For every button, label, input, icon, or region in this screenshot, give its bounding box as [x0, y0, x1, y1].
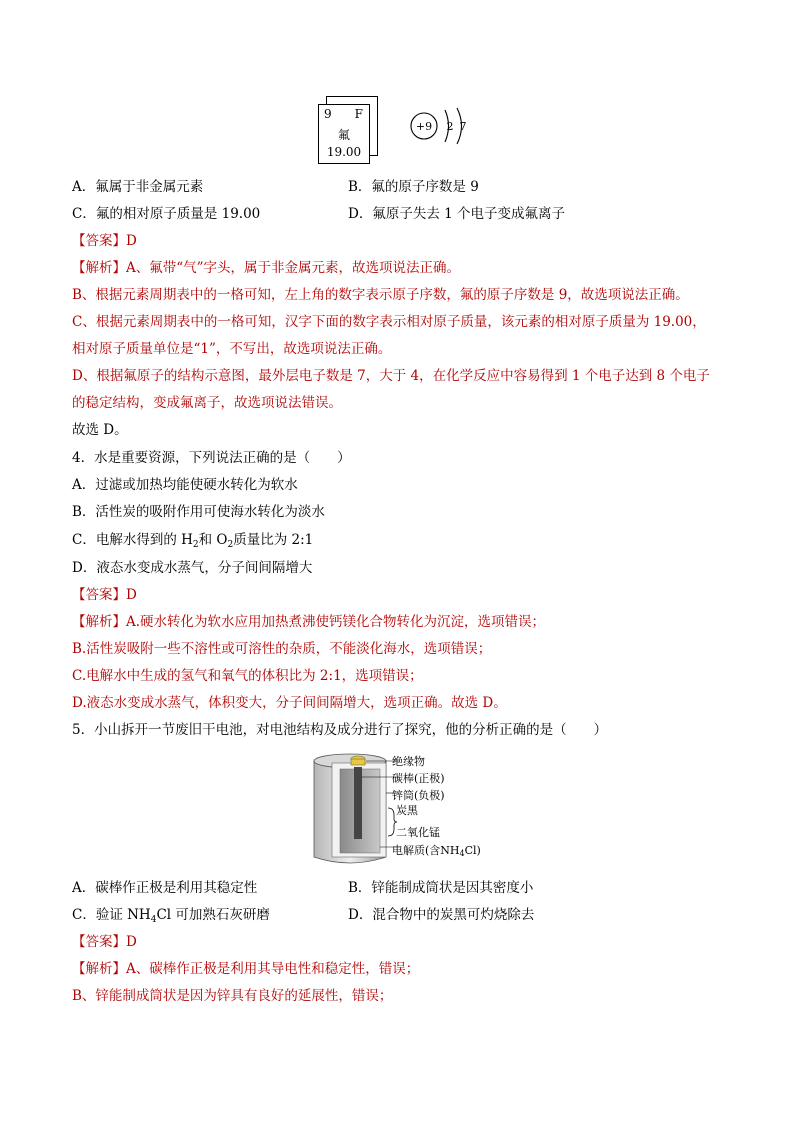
- q5-stem: 5．小山拆开一节废旧干电池，对电池结构及成分进行了探究，他的分析正确的是（ ）: [72, 722, 608, 738]
- q4-analysis-1: 【解析】A.硬水转化为软水应用加热煮沸使钙镁化合物转化为沉淀，选项错误；: [72, 614, 546, 630]
- periodic-table-cell: [318, 104, 370, 164]
- fluorine-figure: [318, 96, 478, 170]
- q4-option-c-sub1: 2: [192, 540, 199, 550]
- element-symbol: F: [354, 107, 363, 121]
- q4-option-c-mid: 和 O: [198, 532, 228, 548]
- atom-structure-diagram: [410, 102, 480, 162]
- q5-analysis-1: 【解析】A、碳棒作正极是利用其导电性和稳定性，错误；: [72, 961, 420, 977]
- q4-stem: 4．水是重要资源，下列说法正确的是（ ）: [72, 450, 351, 466]
- atomic-mass: 19.00: [326, 145, 362, 159]
- q4-option-b: B．活性炭的吸附作用可使海水转化为淡水: [72, 504, 325, 520]
- q3-analysis-3: C、根据元素周期表中的一格可知，汉字下面的数字表示相对原子质量，该元素的相对原子质量为 19.00，: [72, 314, 706, 330]
- q3-analysis-2: B、根据元素周期表中的一格可知，左上角的数字表示原子序数，氟的原子序数是 9，故选项说法正确。: [72, 287, 689, 303]
- label-electrolyte: [392, 842, 481, 858]
- element-name: 氟: [337, 128, 350, 142]
- q4-option-c-post: 质量比为 2:1: [233, 532, 314, 548]
- q5-answer: 【答案】D: [72, 934, 137, 950]
- q4-answer: 【答案】D: [72, 587, 137, 603]
- shell-2-electrons: 7: [459, 120, 467, 133]
- q4-option-c: [72, 530, 313, 555]
- label-electrolyte-post: Cl): [464, 844, 481, 857]
- q4-analysis-3: C.电解水中生成的氢气和氧气的体积比为 2:1，选项错误；: [72, 668, 423, 684]
- q5-option-a: A．碳棒作正极是利用其稳定性: [72, 880, 258, 896]
- q3-analysis-6: 的稳定结构，变成氟离子，故选项说法错误。: [72, 395, 342, 411]
- q5-option-c: [72, 905, 270, 930]
- label-mno2: 二氧化锰: [396, 826, 440, 839]
- label-insulator: 绝缘物: [392, 755, 425, 768]
- q3-option-c: C．氟的相对原子质量是 19.00: [72, 206, 261, 222]
- q4-option-d: D．液态水变成水蒸气，分子间间隔增大: [72, 560, 313, 576]
- q3-option-b: B．氟的原子序数是 9: [348, 179, 479, 195]
- q3-option-a: A．氟属于非金属元素: [72, 179, 204, 195]
- q5-analysis-2: B、锌能制成筒状是因为锌具有良好的延展性，错误；: [72, 988, 393, 1004]
- label-electrolyte-sub: 4: [459, 849, 465, 858]
- nucleus-charge: +9: [415, 120, 433, 133]
- q5-option-b: B．锌能制成筒状是因其密度小: [348, 880, 534, 896]
- q5-option-c-post: Cl 可加熟石灰研磨: [156, 907, 270, 923]
- q3-conclusion: 故选 D。: [72, 422, 128, 438]
- q3-analysis-1: 【解析】A、氟带“气”字头，属于非金属元素，故选项说法正确。: [72, 260, 461, 276]
- q4-analysis-2: B.活性炭吸附一些不溶性或可溶性的杂质，不能淡化海水，选项错误；: [72, 641, 492, 657]
- q5-option-c-pre: C．验证 NH: [72, 907, 151, 923]
- q3-analysis-4: 相对原子质量单位是“1”，不写出，故选项说法正确。: [72, 341, 392, 357]
- q3-analysis-5: D、根据氟原子的结构示意图，最外层电子数是 7，大于 4，在化学反应中容易得到 1 个电子达到 8 个电子: [72, 368, 710, 384]
- q4-analysis-4: D.液态水变成水蒸气，体积变大，分子间间隔增大，选项正确。故选 D。: [72, 695, 507, 711]
- q4-option-a: A．过滤或加热均能使硬水转化为软水: [72, 477, 298, 493]
- q5-option-d: D．混合物中的炭黑可灼烧除去: [348, 907, 535, 923]
- shell-1-electrons: 2: [446, 120, 454, 133]
- q3-option-d: D．氟原子失去 1 个电子变成氟离子: [348, 206, 565, 222]
- label-carbon-black: 炭黑: [396, 804, 418, 817]
- q5-option-c-sub: 4: [150, 915, 157, 925]
- label-carbon-rod: 碳棒(正极): [392, 772, 445, 785]
- atomic-number: 9: [324, 107, 332, 121]
- q4-option-c-pre: C．电解水得到的 H: [72, 532, 193, 548]
- q3-options-row-1: [72, 177, 203, 197]
- label-electrolyte-pre: 电解质(含NH: [392, 844, 460, 857]
- label-zinc-can: 锌筒(负极): [392, 789, 445, 802]
- battery-diagram: [300, 747, 500, 867]
- q3-answer: 【答案】D: [72, 233, 137, 249]
- q4-option-c-sub2: 2: [227, 540, 234, 550]
